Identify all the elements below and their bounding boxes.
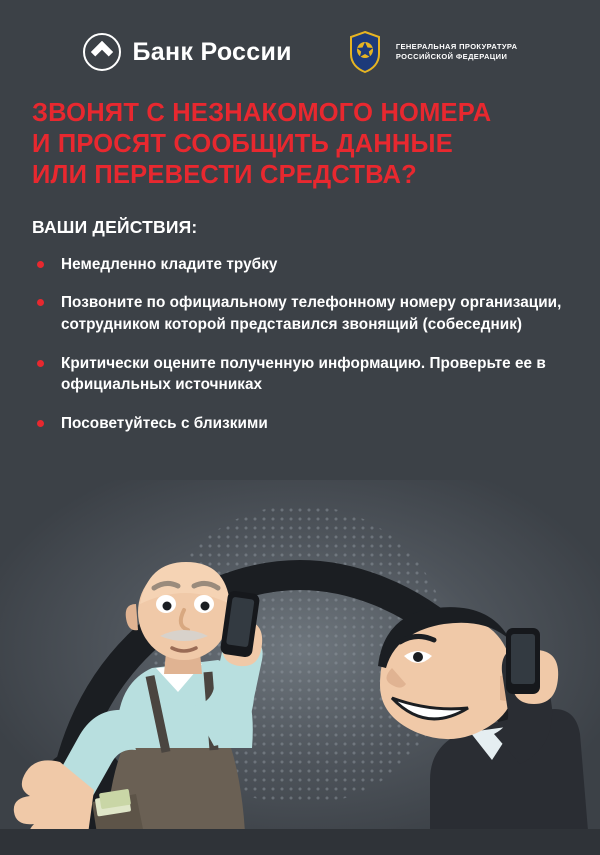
header xyxy=(0,0,600,78)
prosecutor-general-line-2: РОССИЙСКОЙ ФЕДЕРАЦИИ xyxy=(395,52,508,61)
list-item xyxy=(32,413,572,435)
prosecutor-general-emblem-icon xyxy=(346,30,384,74)
actions-list xyxy=(32,254,572,435)
title-line-2: И ПРОСЯТ СООБЩИТЬ ДАННЫЕ xyxy=(32,129,453,158)
bullet-dot-icon xyxy=(37,261,44,268)
prosecutor-general-label xyxy=(396,42,518,62)
list-item-label: Посоветуйтесь с близкими xyxy=(61,415,268,433)
bank-of-russia-label: Банк России xyxy=(132,37,292,66)
phone-scam-illustration xyxy=(0,480,600,855)
list-item-label: Критически оцените полученную информацию. Проверьте ее в официальных источниках xyxy=(61,354,546,394)
page-title xyxy=(32,98,572,191)
bank-of-russia-logo xyxy=(83,33,292,71)
title-line-1: ЗВОНЯТ С НЕЗНАКОМОГО НОМЕРА xyxy=(32,99,492,127)
bank-of-russia-emblem-icon xyxy=(83,33,121,71)
prosecutor-general-logo xyxy=(346,30,518,74)
list-item-label: Позвоните по официальному телефонному номеру организации, сотрудником которой представился звонящий (собеседник) xyxy=(61,294,562,333)
list-item xyxy=(32,292,572,335)
bottom-bar xyxy=(0,829,600,855)
bullet-dot-icon xyxy=(37,420,44,427)
prosecutor-general-line-1: ГЕНЕРАЛЬНАЯ ПРОКУРАТУРА xyxy=(395,41,518,51)
list-item xyxy=(32,254,572,276)
actions-heading: ВАШИ ДЕЙСТВИЯ: xyxy=(32,216,198,237)
actions-section xyxy=(32,217,572,435)
bullet-dot-icon xyxy=(37,360,44,367)
bullet-dot-icon xyxy=(37,299,44,306)
list-item-label: Немедленно кладите трубку xyxy=(61,255,278,273)
list-item xyxy=(32,353,572,396)
title-line-3: ИЛИ ПЕРЕВЕСТИ СРЕДСТВА? xyxy=(32,160,417,189)
